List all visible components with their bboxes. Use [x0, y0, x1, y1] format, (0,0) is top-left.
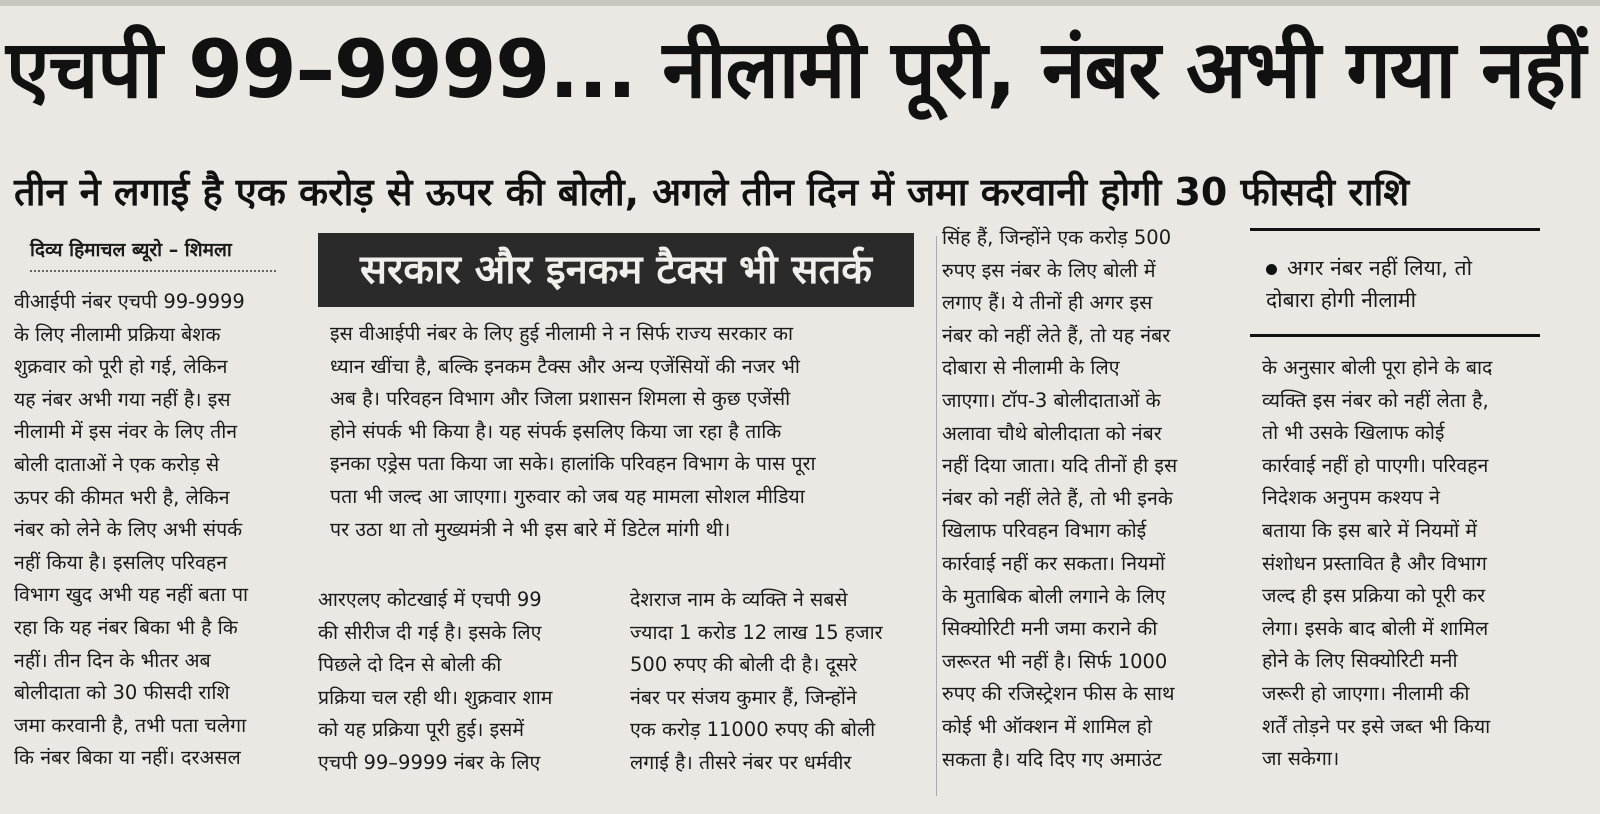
text-line: यह नंबर अभी गया नहीं है। इस	[14, 387, 231, 411]
text-line: जरूरी हो जाएगा। नीलामी की	[1262, 681, 1470, 705]
sidebar-box-text	[330, 318, 914, 546]
text-line: नहीं दिया जाता। यदि तीनों ही इस	[942, 454, 1178, 478]
text-line: बोली दाताओं ने एक करोड़ से	[14, 452, 220, 476]
article-column-2	[318, 584, 610, 780]
text-line: पता भी जल्द आ जाएगा। गुरुवार को जब यह मामला सोशल मीडिया	[330, 484, 805, 508]
text-line: अब है। परिवहन विभाग और जिला प्रशासन शिमला से कुछ एजेंसी	[330, 387, 791, 411]
text-line: लगाई है। तीसरे नंबर पर धर्मवीर	[630, 750, 852, 774]
text-line: इस वीआईपी नंबर के लिए हुई नीलामी ने न सिर्फ राज्य सरकार का	[330, 322, 793, 345]
text-line: होने संपर्क भी किया है। यह संपर्क इसलिए किया जा रहा है ताकि	[330, 419, 782, 443]
text-line: सिंह हैं, जिन्होंने एक करोड़ 500	[942, 226, 1172, 249]
text-line: कोई भी ऑक्शन में शामिल हो	[942, 714, 1153, 738]
top-rule	[0, 0, 1600, 6]
text-line: रुपए इस नंबर के लिए बोली में	[942, 258, 1156, 282]
byline: दिव्य हिमाचल ब्यूरो – शिमला	[30, 239, 232, 261]
byline-divider	[30, 270, 276, 272]
text-line: कार्रवाई नहीं हो पाएगी। परिवहन	[1262, 453, 1489, 477]
bullet-icon	[1266, 264, 1277, 275]
text-line: शुक्रवार को पूरी हो गई, लेकिन	[14, 355, 228, 379]
article-column-1	[14, 286, 292, 775]
text-line: नंबर पर संजय कुमार हैं, जिन्होंने	[630, 685, 857, 709]
text-line: कि नंबर बिका या नहीं। दरअसल	[14, 746, 241, 770]
text-line: जल्द ही इस प्रक्रिया को पूरी कर	[1262, 584, 1486, 608]
text-line: जा सकेगा।	[1262, 747, 1340, 771]
text-line: शर्तें तोड़ने पर इसे जब्त भी किया	[1262, 714, 1491, 738]
text-line: एक करोड़ 11000 रुपए की बोली	[630, 718, 876, 742]
text-line: एचपी 99–9999 नंबर के लिए	[318, 750, 541, 774]
article-column-3	[630, 584, 922, 780]
highlight-line-2: दोबारा होगी नीलामी	[1266, 288, 1417, 312]
text-line: जाएगा। टॉप-3 बोलीदाताओं के	[942, 388, 1161, 412]
text-line: कार्रवाई नहीं कर सकता। नियमों	[942, 551, 1166, 575]
text-line: व्यक्ति इस नंबर को नहीं लेता है,	[1262, 388, 1489, 412]
text-line: के लिए नीलामी प्रक्रिया बेशक	[14, 322, 221, 346]
text-line: रहा कि यह नंबर बिका भी है कि	[14, 615, 238, 639]
text-line: नंबर को नहीं लेते हैं, तो यह नंबर	[942, 323, 1171, 347]
text-line: खिलाफ परिवहन विभाग कोई	[942, 519, 1147, 543]
text-line: लेगा। इसके बाद बोली में शामिल	[1262, 616, 1489, 640]
text-line: 500 रुपए की बोली दी है। दूसरे	[630, 653, 858, 677]
highlight-line-1: अगर नंबर नहीं लिया, तो	[1287, 256, 1473, 280]
headline: एचपी 99–9999... नीलामी पूरी, नंबर अभी गया नहीं	[6, 23, 1586, 116]
text-line: के अनुसार बोली पूरा होने के बाद	[1262, 356, 1493, 379]
text-line: जमा करवानी है, तभी पता चलेगा	[14, 713, 247, 737]
text-line: पर उठा था तो मुख्यमंत्री ने भी इस बारे में डिटेल मांगी थी।	[330, 517, 731, 541]
text-line: लगाए हैं। ये तीनों ही अगर इस	[942, 291, 1153, 315]
text-line: जरूरत भी नहीं है। सिर्फ 1000	[942, 649, 1168, 673]
text-line: बताया कि इस बारे में नियमों में	[1262, 518, 1478, 542]
text-line: ज्यादा 1 करोड 12 लाख 15 हजार	[630, 620, 883, 644]
text-line: निदेशक अनुपम कश्यप ने	[1262, 486, 1440, 510]
text-line: के मुताबिक बोली लगाने के लिए	[942, 584, 1166, 608]
text-line: होने के लिए सिक्योरिटी मनी	[1262, 649, 1458, 673]
text-line: अलावा चौथे बोलीदाता को नंबर	[942, 421, 1162, 445]
text-line: को यह प्रक्रिया पूरी हुई। इसमें	[318, 718, 525, 742]
text-line: तो भी उसके खिलाफ कोई	[1262, 421, 1445, 445]
text-line: विभाग खुद अभी यह नहीं बता पा	[14, 583, 249, 607]
text-line: ध्यान खींचा है, बल्कि इनकम टैक्स और अन्य एजेंसियों की नजर भी	[330, 354, 800, 378]
text-line: प्रक्रिया चल रही थी। शुक्रवार शाम	[318, 685, 553, 709]
column-divider	[936, 236, 937, 796]
text-line: रुपए की रजिस्ट्रेशन फीस के साथ	[942, 682, 1175, 706]
text-line: नंबर को नहीं लेते हैं, तो भी इनके	[942, 486, 1173, 510]
text-line: सकता है। यदि दिए गए अमाउंट	[942, 747, 1162, 771]
text-line: नीलामी में इस नंवर के लिए तीन	[14, 420, 238, 444]
text-line: की सीरीज दी गई है। इसके लिए	[318, 620, 542, 644]
text-line: बोलीदाता को 30 फीसदी राशि	[14, 681, 230, 705]
article-column-4	[942, 222, 1240, 776]
text-line: नहीं किया है। इसलिए परिवहन	[14, 550, 228, 574]
highlight-top-rule	[1250, 228, 1540, 231]
text-line: वीआईपी नंबर एचपी 99-9999	[14, 290, 245, 313]
text-line: पिछले दो दिन से बोली की	[318, 653, 502, 677]
text-line: देशराज नाम के व्यक्ति ने सबसे	[630, 588, 848, 611]
text-line: सिक्योरिटी मनी जमा कराने की	[942, 617, 1158, 641]
highlight-bottom-rule	[1250, 334, 1540, 337]
text-line: संशोधन प्रस्तावित है और विभाग	[1262, 551, 1487, 575]
highlight-note	[1266, 252, 1472, 316]
text-line: ऊपर की कीमत भरी है, लेकिन	[14, 485, 230, 509]
text-line: दोबारा से नीलामी के लिए	[942, 356, 1120, 380]
article-column-5	[1262, 352, 1552, 776]
subheadline: तीन ने लगाई है एक करोड़ से ऊपर की बोली, अगले तीन दिन में जमा करवानी होगी 30 फीसदी राशि	[14, 170, 1410, 214]
text-line: इनका एड्रेस पता किया जा सके। हालांकि परिवहन विभाग के पास पूरा	[330, 452, 816, 476]
text-line: नहीं। तीन दिन के भीतर अब	[14, 648, 211, 672]
text-line: आरएलए कोटखाई में एचपी 99	[318, 588, 542, 611]
text-line: नंबर को लेने के लिए अभी संपर्क	[14, 518, 243, 542]
box-title: सरकार और इनकम टैक्स भी सतर्क	[318, 233, 914, 307]
